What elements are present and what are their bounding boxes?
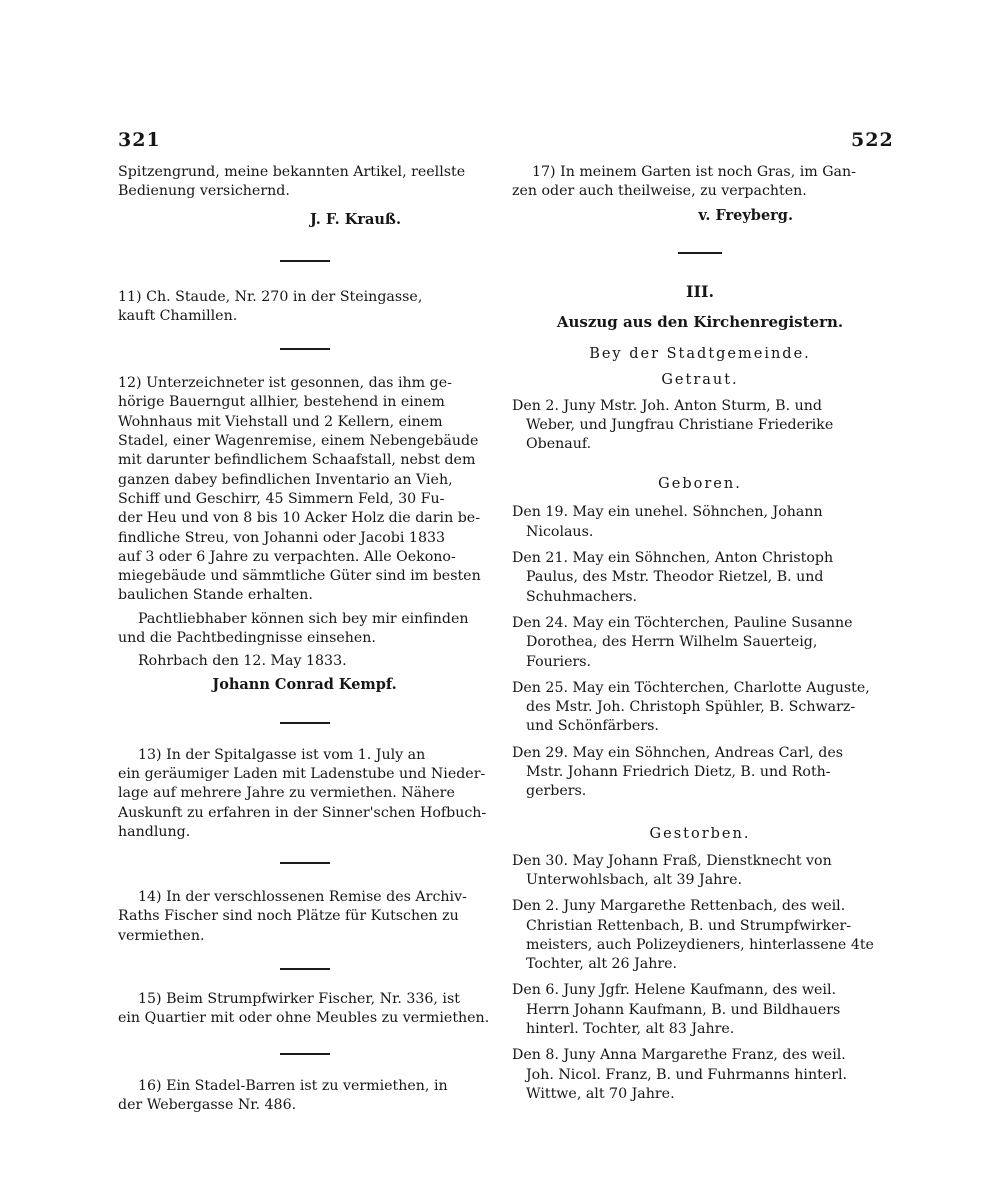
birth-entry [512, 744, 888, 802]
advertisement-17-signature: v. Freyberg. [698, 206, 793, 224]
advertisement-16 [118, 1077, 491, 1116]
text-line: Tochter, alt 26 Jahre. [526, 956, 678, 973]
text-line: Den 25. May ein Töchterchen, Charlotte Auguste, [512, 679, 870, 696]
birth-entry [512, 503, 888, 542]
text-line: Fouriers. [526, 653, 592, 670]
text-line: meisters, auch Polizeydieners, hinterlassene 4te [526, 936, 874, 953]
separator-rule [280, 348, 330, 350]
left-column [118, 163, 491, 1115]
text-line: Auskunft zu erfahren in der Sinner'schen Hofbuch- [118, 804, 487, 821]
text-line: Schuhmachers. [526, 588, 638, 605]
advertisement-14 [118, 888, 491, 946]
text-line: Herrn Johann Kaufmann, B. und Bildhauers [526, 1001, 841, 1018]
text-line: ein Quartier mit oder ohne Meubles zu vermiethen. [118, 1010, 490, 1027]
text-line: Mstr. Johann Friedrich Dietz, B. und Roth- [526, 764, 831, 781]
text-line: Stadel, einer Wagenremise, einem Nebengebäude [118, 433, 479, 450]
page-number-left: 321 [118, 129, 161, 151]
text-line: baulichen Stande erhalten. [118, 587, 313, 604]
text-line: handlung. [118, 823, 191, 840]
parish-heading: Bey der Stadtgemeinde. [589, 345, 811, 362]
death-entry [512, 1046, 888, 1104]
text-line: auf 3 oder 6 Jahre zu verpachten. Alle Oekono- [118, 548, 456, 565]
text-line: Bedienung versichernd. [118, 183, 290, 200]
died-heading: Gestorben. [649, 825, 751, 842]
text-line: Unterwohlsbach, alt 39 Jahre. [526, 871, 742, 888]
right-column [512, 163, 888, 1104]
married-entry [512, 397, 888, 455]
text-line: Christian Rettenbach, B. und Strumpfwirker- [526, 917, 852, 934]
text-line: Den 24. May ein Töchterchen, Pauline Susanne [512, 614, 853, 631]
text-line: Den 30. May Johann Fraß, Dienstknecht von [512, 852, 832, 869]
text-line: 15) Beim Strumpfwirker Fischer, Nr. 336, ist [138, 991, 460, 1008]
text-line: des Mstr. Joh. Christoph Spühler, B. Schwarz- [526, 699, 856, 716]
advertisement-12-signature: Johann Conrad Kempf. [212, 675, 397, 693]
text-line: und Schönfärbers. [526, 718, 659, 735]
text-line: Den 2. Juny Mstr. Joh. Anton Sturm, B. und [512, 397, 822, 414]
text-line: und die Pachtbedingnisse einsehen. [118, 630, 376, 647]
text-line: Den 29. May ein Söhnchen, Andreas Carl, des [512, 744, 844, 761]
text-line: findliche Streu, von Johanni oder Jacobi 1833 [118, 529, 446, 546]
text-line: der Heu und von 8 bis 10 Acker Holz die darin be- [118, 510, 480, 527]
page-number-right: 522 [851, 129, 894, 151]
birth-entry [512, 614, 888, 672]
text-line: gerbers. [526, 783, 587, 800]
text-line: Dorothea, des Herrn Wilhelm Sauerteig, [526, 634, 818, 651]
separator-rule [280, 260, 330, 262]
text-line: Den 2. Juny Margarethe Rettenbach, des weil. [512, 898, 846, 915]
birth-entry [512, 679, 888, 737]
text-line: hörige Bauerngut allhier, bestehend in einem [118, 394, 445, 411]
text-line: ganzen dabey befindlichen Inventario an Vieh, [118, 471, 453, 488]
text-line: lage auf mehrere Jahre zu vermiethen. Nähere [118, 785, 455, 802]
text-line: 17) In meinem Garten ist noch Gras, im Gan- [532, 164, 856, 180]
continuation-signature: J. F. Krauß. [309, 210, 401, 228]
text-line: Spitzengrund, meine bekannten Artikel, reellste [118, 164, 466, 180]
advertisement-17 [512, 163, 888, 202]
text-line: Den 19. May ein unehel. Söhnchen, Johann [512, 504, 823, 521]
advertisement-13 [118, 746, 491, 842]
advertisement-11 [118, 288, 491, 327]
text-line: vermiethen. [118, 927, 205, 944]
separator-rule [280, 862, 330, 864]
text-line: Raths Fischer sind noch Plätze für Kutschen zu [118, 908, 459, 925]
separator-rule [678, 252, 722, 254]
death-entry [512, 897, 888, 974]
section-number: III. [685, 281, 715, 301]
advertisement-12 [118, 374, 491, 671]
born-heading: Geboren. [658, 476, 742, 493]
separator-rule [280, 968, 330, 970]
text-line: Weber, und Jungfrau Christiane Friederike [526, 416, 834, 433]
text-line: Den 6. Juny Jgfr. Helene Kaufmann, des weil. [512, 982, 837, 999]
text-line: Wohnhaus mit Viehstall und 2 Kellern, einem [118, 413, 443, 430]
continuation-text [118, 163, 491, 202]
birth-entry [512, 549, 888, 607]
separator-rule [280, 722, 330, 724]
separator-rule [280, 1053, 330, 1055]
text-line: 16) Ein Stadel-Barren ist zu vermiethen, in [138, 1077, 448, 1094]
text-line: 14) In der verschlossenen Remise des Archiv- [138, 889, 467, 906]
text-line: Joh. Nicol. Franz, B. und Fuhrmanns hinterl. [526, 1066, 848, 1083]
text-line: Paulus, des Mstr. Theodor Rietzel, B. und [526, 569, 824, 586]
text-line: kauft Chamillen. [118, 307, 238, 324]
text-line: Schiff und Geschirr, 45 Simmern Feld, 30 Fu- [118, 490, 445, 507]
death-entry [512, 981, 888, 1039]
text-line: 12) Unterzeichneter ist gesonnen, das ihm ge- [118, 375, 452, 392]
section-title: Auszug aus den Kirchenregistern. [556, 312, 844, 331]
text-line: 13) In der Spitalgasse ist vom 1. July an [138, 746, 426, 763]
death-entry [512, 852, 888, 891]
date-line: Rohrbach den 12. May 1833. [138, 653, 347, 670]
text-line: ein geräumiger Laden mit Ladenstube und Nieder- [118, 765, 486, 782]
text-line: der Webergasse Nr. 486. [118, 1096, 297, 1113]
text-line: Pachtliebhaber können sich bey mir einfinden [138, 610, 469, 627]
text-line: miegebäude und sämmtliche Güter sind im besten [118, 568, 481, 585]
text-line: mit darunter befindlichem Schaafstall, nebst dem [118, 452, 476, 469]
text-line: Den 8. Juny Anna Margarethe Franz, des weil. [512, 1047, 846, 1064]
advertisement-15 [118, 990, 491, 1029]
married-heading: Getraut. [661, 371, 739, 388]
text-line: Den 21. May ein Söhnchen, Anton Christoph [512, 550, 834, 567]
text-line: 11) Ch. Staude, Nr. 270 in der Steingasse, [118, 288, 423, 305]
text-line: Wittwe, alt 70 Jahre. [526, 1085, 675, 1102]
text-line: zen oder auch theilweise, zu verpachten. [512, 183, 807, 200]
text-line: hinterl. Tochter, alt 83 Jahre. [526, 1021, 735, 1038]
text-line: Obenauf. [526, 436, 592, 453]
text-line: Nicolaus. [526, 523, 594, 540]
